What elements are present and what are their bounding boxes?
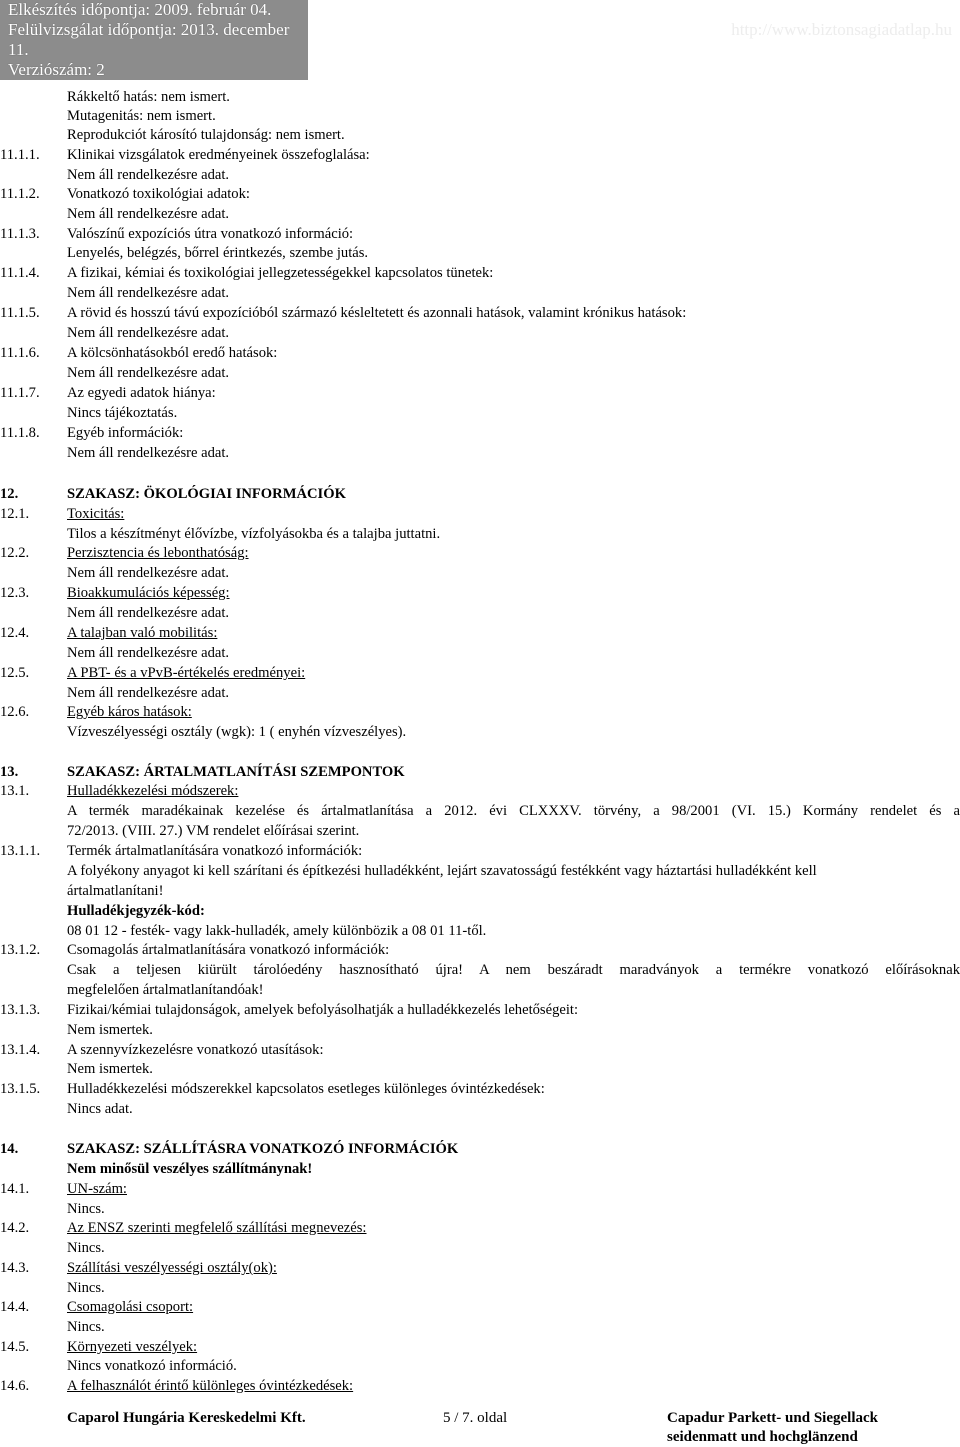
item-heading: Bioakkumulációs képesség: [67, 585, 230, 601]
item-value: 72/2013. (VIII. 27.) VM rendelet előírásai szerint. [67, 823, 360, 839]
item-value: A termék maradékainak kezelése és ártalmatlanítása a 2012. évi CLXXXV. törvény, a 98/2001 (VI. 15.) Kormány rendelet és a [67, 803, 960, 819]
item-heading: A fizikai, kémiai és toxikológiai jellegzetességekkel kapcsolatos tünetek: [67, 265, 494, 281]
item-heading: Klinikai vizsgálatok eredményeinek összefoglalása: [67, 147, 370, 163]
item-value: Tilos a készítményt élővízbe, vízfolyásokba és a talajba juttatni. [67, 526, 441, 542]
footer-company: Caparol Hungária Kereskedelmi Kft. [67, 1410, 306, 1426]
item-heading: Csomagolási csoport: [67, 1299, 194, 1315]
item-number: 11.1.3. [0, 226, 40, 242]
item-value: Lenyelés, belégzés, bőrrel érintkezés, szembe jutás. [67, 245, 369, 261]
item-value: Vízveszélyességi osztály (wgk): 1 ( enyhén vízveszélyes). [67, 724, 407, 740]
item-value: Nem áll rendelkezésre adat. [67, 645, 230, 661]
item-heading: Perzisztencia és lebonthatóság: [67, 545, 249, 561]
section-title: SZAKASZ: ÁRTALMATLANÍTÁSI SZEMPONTOK [67, 764, 405, 780]
item-heading: A kölcsönhatásokból eredő hatások: [67, 345, 278, 361]
item-value: Nem ismertek. [67, 1061, 153, 1077]
item-number: 13.1.1. [0, 843, 41, 859]
transport-note: Nem minősül veszélyes szállítmánynak! [67, 1161, 313, 1177]
item-number: 12.5. [0, 665, 30, 681]
header-url[interactable]: http://www.biztonsagiadatlap.hu [731, 20, 952, 39]
item-value: A folyékony anyagot ki kell szárítani és építkezési hulladékként, lejárt szavatosságú festékként vagy háztartási hulladékként kell [67, 863, 817, 879]
item-heading: A felhasználót érintő különleges óvintézkedések: [67, 1378, 354, 1394]
item-value: megfelelően ártalmatlanítandóak! [67, 982, 264, 998]
item-heading: Hulladékkezelési módszerek: [67, 783, 239, 799]
item-number: 14.5. [0, 1339, 30, 1355]
item-number: 11.1.5. [0, 305, 40, 321]
item-heading: Egyéb káros hatások: [67, 704, 192, 720]
item-number: 11.1.1. [0, 147, 40, 163]
item-number: 11.1.4. [0, 265, 40, 281]
creation-date: Elkészítés időpontja: 2009. február 04. [8, 0, 272, 19]
item-number: 13.1.5. [0, 1081, 41, 1097]
item-number: 11.1.8. [0, 425, 40, 441]
item-heading: Vonatkozó toxikológiai adatok: [67, 186, 250, 202]
item-heading: Szállítási veszélyességi osztály(ok): [67, 1260, 277, 1276]
item-heading: Toxicitás: [67, 506, 125, 522]
item-heading: A talajban való mobilitás: [67, 625, 218, 641]
carcinogenicity-line: Rákkeltő hatás: nem ismert. [67, 89, 230, 105]
section-number: 13. [0, 764, 19, 780]
item-heading: Az ENSZ szerinti megfelelő szállítási megnevezés: [67, 1220, 367, 1236]
item-value: Nem áll rendelkezésre adat. [67, 325, 230, 341]
waste-code-value: 08 01 12 - festék- vagy lakk-hulladék, amely különbözik a 08 01 11-től. [67, 923, 487, 939]
item-number: 14.6. [0, 1378, 30, 1394]
item-number: 12.3. [0, 585, 30, 601]
item-heading: Valószínű expozíciós útra vonatkozó információ: [67, 226, 354, 242]
section-title: SZAKASZ: SZÁLLÍTÁSRA VONATKOZÓ INFORMÁCIÓK [67, 1141, 459, 1157]
item-value: Nem áll rendelkezésre adat. [67, 605, 230, 621]
footer-page-number: 5 / 7. oldal [443, 1410, 508, 1426]
item-heading: Hulladékkezelési módszerekkel kapcsolatos esetleges különleges óvintézkedések: [67, 1081, 545, 1097]
item-number: 12.2. [0, 545, 30, 561]
item-heading: Az egyedi adatok hiánya: [67, 385, 216, 401]
item-value: Nincs. [67, 1201, 105, 1217]
document-header [0, 0, 308, 80]
footer-product-line2: seidenmatt und hochglänzend [667, 1429, 858, 1445]
item-value: Nem áll rendelkezésre adat. [67, 445, 230, 461]
item-value: Nem áll rendelkezésre adat. [67, 285, 230, 301]
item-heading: Termék ártalmatlanítására vonatkozó információk: [67, 843, 363, 859]
item-heading: Környezeti veszélyek: [67, 1339, 198, 1355]
item-number: 13.1.3. [0, 1002, 41, 1018]
mutagenicity-line: Mutagenitás: nem ismert. [67, 108, 216, 124]
item-value: Nincs adat. [67, 1101, 133, 1117]
item-number: 11.1.2. [0, 186, 40, 202]
item-value: Csak a teljesen kiürült tárolóedény hasznosítható újra! A nem beszáradt maradványok a termékre vonatkozó előírásoknak [67, 962, 960, 978]
item-number: 12.6. [0, 704, 30, 720]
item-value: Nem ismertek. [67, 1022, 153, 1038]
item-value: Nem áll rendelkezésre adat. [67, 685, 230, 701]
item-value: Nem áll rendelkezésre adat. [67, 167, 230, 183]
section-title: SZAKASZ: ÖKOLÓGIAI INFORMÁCIÓK [67, 486, 346, 502]
reproductive-toxicity-line: Reprodukciót károsító tulajdonság: nem ismert. [67, 127, 345, 143]
footer-product-line1: Capadur Parkett- und Siegellack [667, 1410, 878, 1426]
item-number: 13.1.2. [0, 942, 41, 958]
version-number: Verziószám: 2 [8, 60, 105, 79]
item-number: 14.3. [0, 1260, 30, 1276]
item-number: 13.1.4. [0, 1042, 41, 1058]
item-value: ártalmatlanítani! [67, 883, 164, 899]
item-value: Nem áll rendelkezésre adat. [67, 565, 230, 581]
item-heading: UN-szám: [67, 1181, 127, 1197]
item-number: 14.1. [0, 1181, 30, 1197]
item-value: Nem áll rendelkezésre adat. [67, 365, 230, 381]
item-number: 12.4. [0, 625, 30, 641]
item-heading: Fizikai/kémiai tulajdonságok, amelyek befolyásolhatják a hulladékkezelés lehetőségeit: [67, 1002, 579, 1018]
item-number: 12.1. [0, 506, 30, 522]
item-heading: Csomagolás ártalmatlanítására vonatkozó információk: [67, 942, 390, 958]
item-value: Nincs. [67, 1319, 105, 1335]
item-number: 11.1.7. [0, 385, 40, 401]
section-number: 14. [0, 1141, 19, 1157]
item-number: 13.1. [0, 783, 30, 799]
item-value: Nincs vonatkozó információ. [67, 1358, 237, 1374]
item-number: 14.2. [0, 1220, 30, 1236]
item-heading: A PBT- és a vPvB-értékelés eredményei: [67, 665, 306, 681]
item-heading: A szennyvízkezelésre vonatkozó utasítások: [67, 1042, 324, 1058]
item-value: Nincs. [67, 1240, 105, 1256]
item-heading: Egyéb információk: [67, 425, 184, 441]
revision-date: Felülvizsgálat időpontja: 2013. december 11. [8, 20, 290, 59]
item-number: 11.1.6. [0, 345, 40, 361]
item-value: Nincs. [67, 1280, 105, 1296]
item-value: Nem áll rendelkezésre adat. [67, 206, 230, 222]
section-number: 12. [0, 486, 19, 502]
item-value: Nincs tájékoztatás. [67, 405, 178, 421]
item-number: 14.4. [0, 1299, 30, 1315]
waste-code-label: Hulladékjegyzék-kód: [67, 903, 205, 919]
item-heading: A rövid és hosszú távú expozícióból származó késleltetett és azonnali hatások, valamint krónikus hatások: [67, 305, 687, 321]
